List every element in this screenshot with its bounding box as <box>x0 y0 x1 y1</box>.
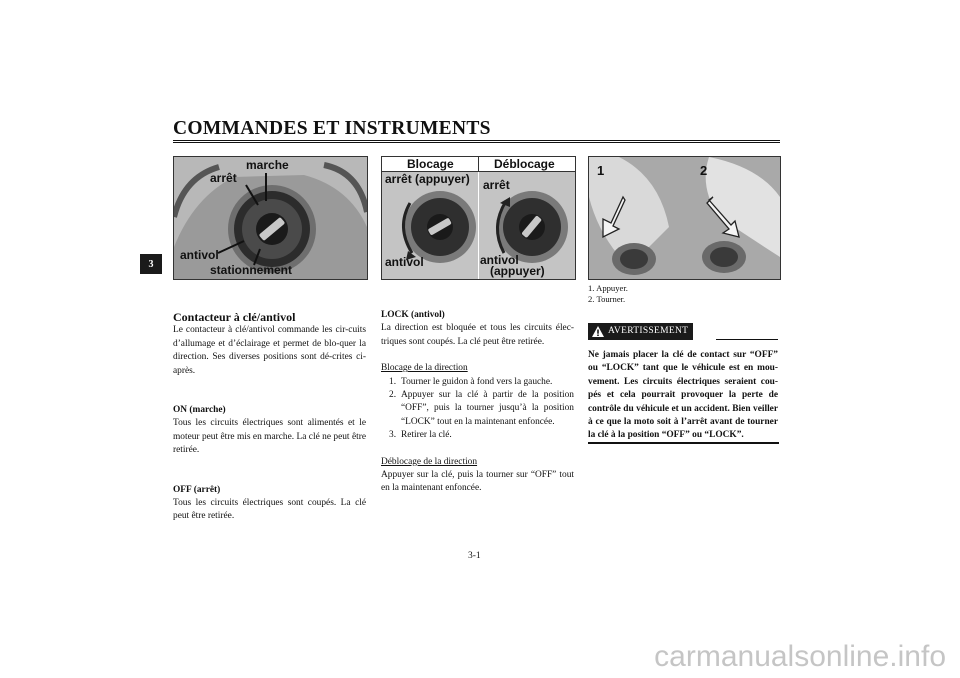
list-item: 2. Appuyer sur la clé à partir de la position “OFF”, puis la tourner jusqu’à la position “LOCK” tout en la maintenant enfoncée. <box>389 390 574 427</box>
label-right-bottom: antivol <box>480 253 519 267</box>
lock-paragraph: La direction est bloquée et tous les circuits élec-triques sont coupés. La clé peut être retirée. <box>381 323 574 347</box>
lock-heading: LOCK (antivol) <box>381 310 445 320</box>
page-number: 3-1 <box>468 551 481 561</box>
intro-paragraph: Le contacteur à clé/antivol commande les cir-cuits d’allumage et d’éclairage et permet de blo-quer la direction. Ses diverses positions sont dé-crites ci-après. <box>173 325 366 376</box>
steering-lock-figure <box>381 156 576 280</box>
label-num1: 1 <box>597 163 605 178</box>
figure3-captions <box>588 283 778 305</box>
caption-2: 2. Tourner. <box>588 294 626 304</box>
label-left-top: arrêt (appuyer) <box>385 172 470 186</box>
section-title: Contacteur à clé/antivol <box>173 310 296 324</box>
warning-text: Ne jamais placer la clé de contact sur “OFF” ou “LOCK” tant que le véhicule est en mou-vement. Les circuits électriques seraient cou-pés et cela pourrait provoquer la perte de contrôle du véhicule et un accident. Bien veiller à ce que la moto soit à l’arrêt avant de tourner la clé à la position “OFF” ou “LOCK”. <box>588 350 778 441</box>
press-turn-figure <box>588 156 781 280</box>
off-heading: OFF (arrêt) <box>173 484 221 495</box>
list-item: 3. Retirer la clé. <box>389 430 452 441</box>
warning-rule <box>716 339 778 340</box>
unlock-procedure-heading: Déblocage de la direction <box>381 456 478 467</box>
heading-unlock: Déblocage <box>494 157 555 171</box>
list-item: 1. Tourner le guidon à fond vers la gauche. <box>389 376 553 387</box>
lock-steps <box>381 376 574 443</box>
column-1 <box>173 311 366 524</box>
warning-triangle-icon <box>592 326 604 337</box>
label-park: stationnement <box>210 263 293 277</box>
label-left-bottom: antivol <box>385 255 424 269</box>
label-right-top: arrêt <box>483 178 510 192</box>
warning-header <box>588 323 778 347</box>
column-2 <box>381 309 574 496</box>
heading-lock: Blocage <box>407 157 454 171</box>
ignition-switch-figure <box>173 156 368 280</box>
label-off: arrêt <box>210 171 237 185</box>
warning-bottom-rule <box>588 442 779 444</box>
warning-badge <box>588 323 693 340</box>
off-paragraph: Tous les circuits électriques sont coupés. La clé peut être retirée. <box>173 498 366 522</box>
warning-badge-label: AVERTISSEMENT <box>608 326 689 336</box>
chapter-tab: 3 <box>140 254 162 274</box>
press-turn-illustration <box>589 157 780 279</box>
label-right-bottom2: (appuyer) <box>490 264 545 278</box>
label-num2: 2 <box>700 163 708 178</box>
label-lock: antivol <box>180 248 219 262</box>
header-rule <box>173 140 780 143</box>
on-paragraph: Tous les circuits électriques sont alimentés et le moteur peut être mis en marche. La clé ne peut être retirée. <box>173 418 366 456</box>
watermark: carmanualsonline.info <box>654 640 946 673</box>
page-title: COMMANDES ET INSTRUMENTS <box>173 118 491 139</box>
label-on: marche <box>246 158 289 172</box>
caption-1: 1. Appuyer. <box>588 283 628 293</box>
lock-procedure-heading: Blocage de la direction <box>381 363 468 374</box>
on-heading: ON (marche) <box>173 405 226 416</box>
unlock-paragraph: Appuyer sur la clé, puis la tourner sur “OFF” tout en la maintenant enfoncée. <box>381 470 574 494</box>
